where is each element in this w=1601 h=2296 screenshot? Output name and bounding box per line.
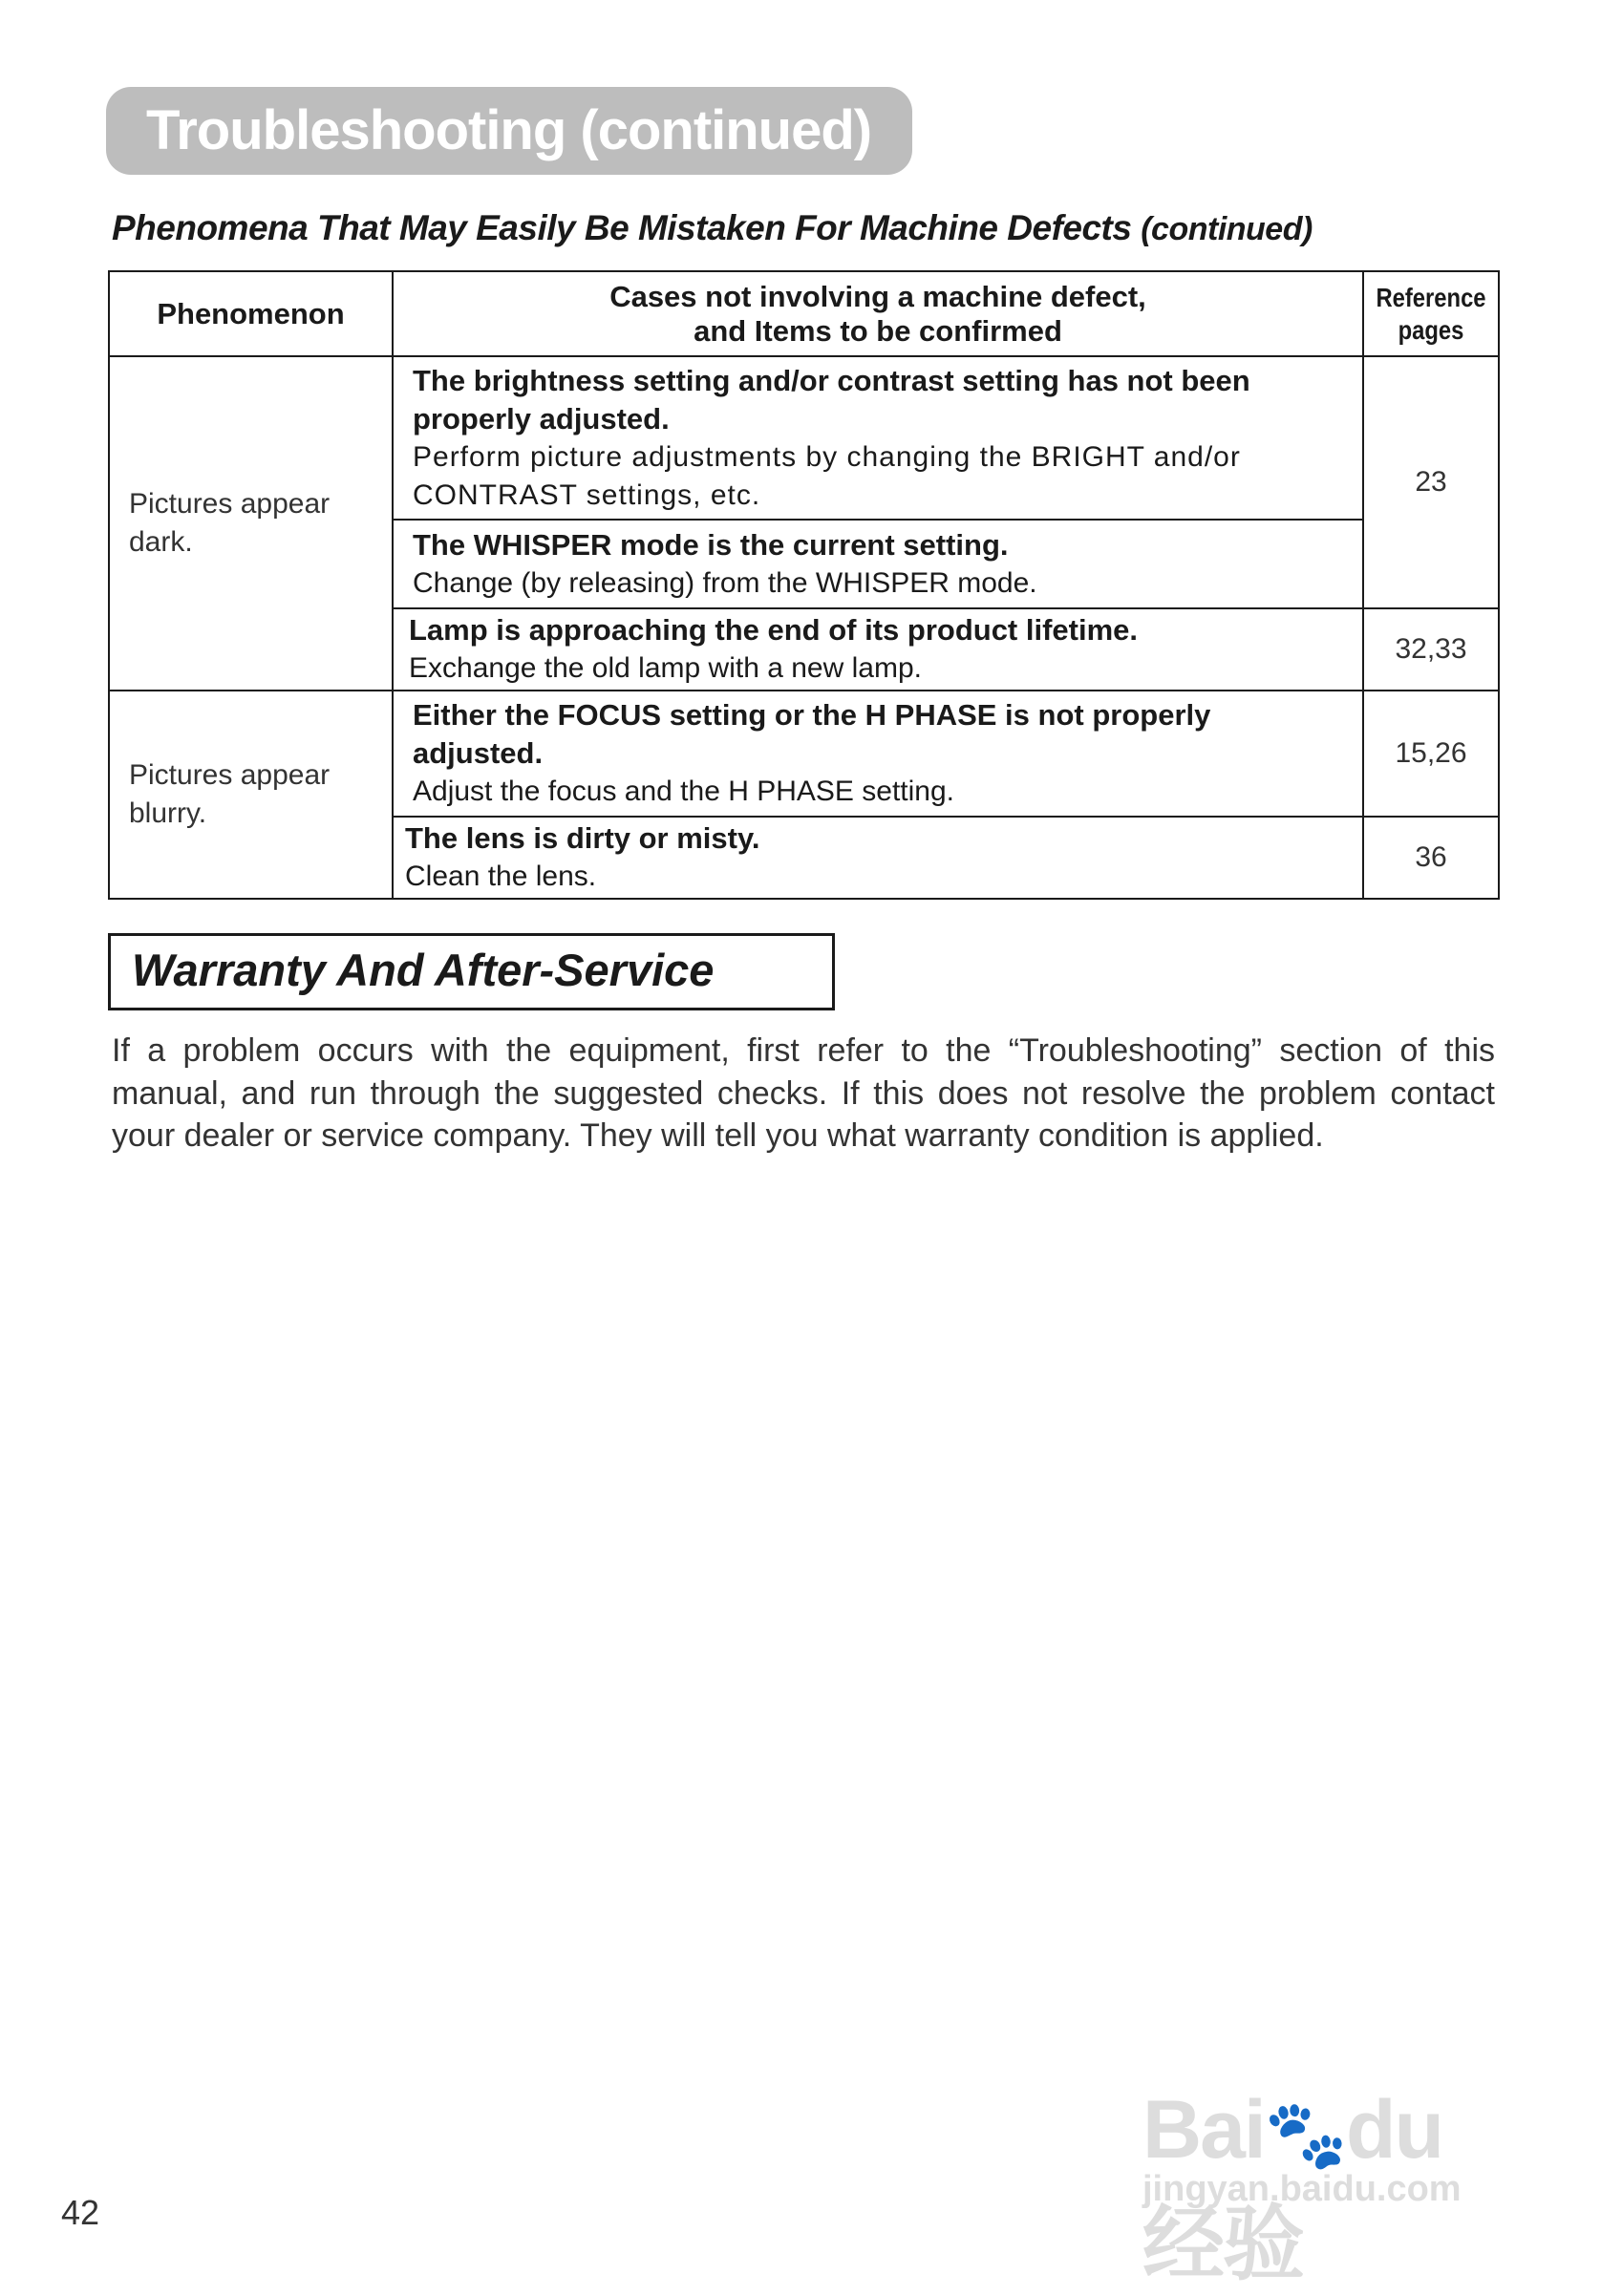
table-row — [109, 691, 1499, 817]
reference-cell: 36 — [1363, 817, 1499, 899]
watermark-url: jingyan.baidu.com — [1142, 2169, 1462, 2209]
reference-cell: 23 — [1363, 356, 1499, 608]
page-number: 42 — [61, 2193, 100, 2232]
header-reference: Reference pages — [1363, 271, 1499, 356]
section-title-banner — [106, 87, 912, 175]
header-cases: Cases not involving a machine defect, and Items to be confirmed — [393, 271, 1363, 356]
warranty-heading: Warranty And After-Service — [132, 945, 715, 995]
table-row — [109, 356, 1499, 520]
reference-cell: 32,33 — [1363, 608, 1499, 691]
subsection-heading: Phenomena That May Easily Be Mistaken For Machine Defects (continued) — [112, 208, 1313, 247]
case-cell: The WHISPER mode is the current setting. Change (by releasing) from the WHISPER mode. — [393, 520, 1363, 608]
page-title: Troubleshooting (continued) — [146, 99, 872, 161]
case-cell: The lens is dirty or misty. Clean the lens. — [393, 817, 1363, 899]
warranty-paragraph: If a problem occurs with the equipment, first refer to the “Troubleshooting” section of this manual, and run through the suggested checks. If this does not resolve the problem contact your dealer or service company. They will tell you what warranty condition is applied. — [112, 1032, 1495, 1154]
warranty-heading-box — [108, 933, 835, 1010]
case-cell: Lamp is approaching the end of its product lifetime. Exchange the old lamp with a new lamp. — [393, 608, 1363, 691]
case-cell: The brightness setting and/or contrast setting has not been properly adjusted. Perform picture adjustments by changing the BRIGHT and/or CONTRAST settings, etc. — [393, 356, 1363, 520]
phenomenon-cell: Pictures appear dark. — [109, 356, 393, 691]
header-phenomenon: Phenomenon — [109, 271, 393, 356]
reference-cell: 15,26 — [1363, 691, 1499, 817]
table-header-row — [109, 271, 1499, 356]
phenomenon-cell: Pictures appear blurry. — [109, 691, 393, 899]
troubleshooting-table — [108, 270, 1500, 900]
baidu-watermark-logo — [1142, 2045, 1515, 2290]
case-cell: Either the FOCUS setting or the H PHASE is not properly adjusted. Adjust the focus and the H PHASE setting. — [393, 691, 1363, 817]
watermark-logo-text: Bai🐾du经验 — [1142, 2084, 1443, 2290]
